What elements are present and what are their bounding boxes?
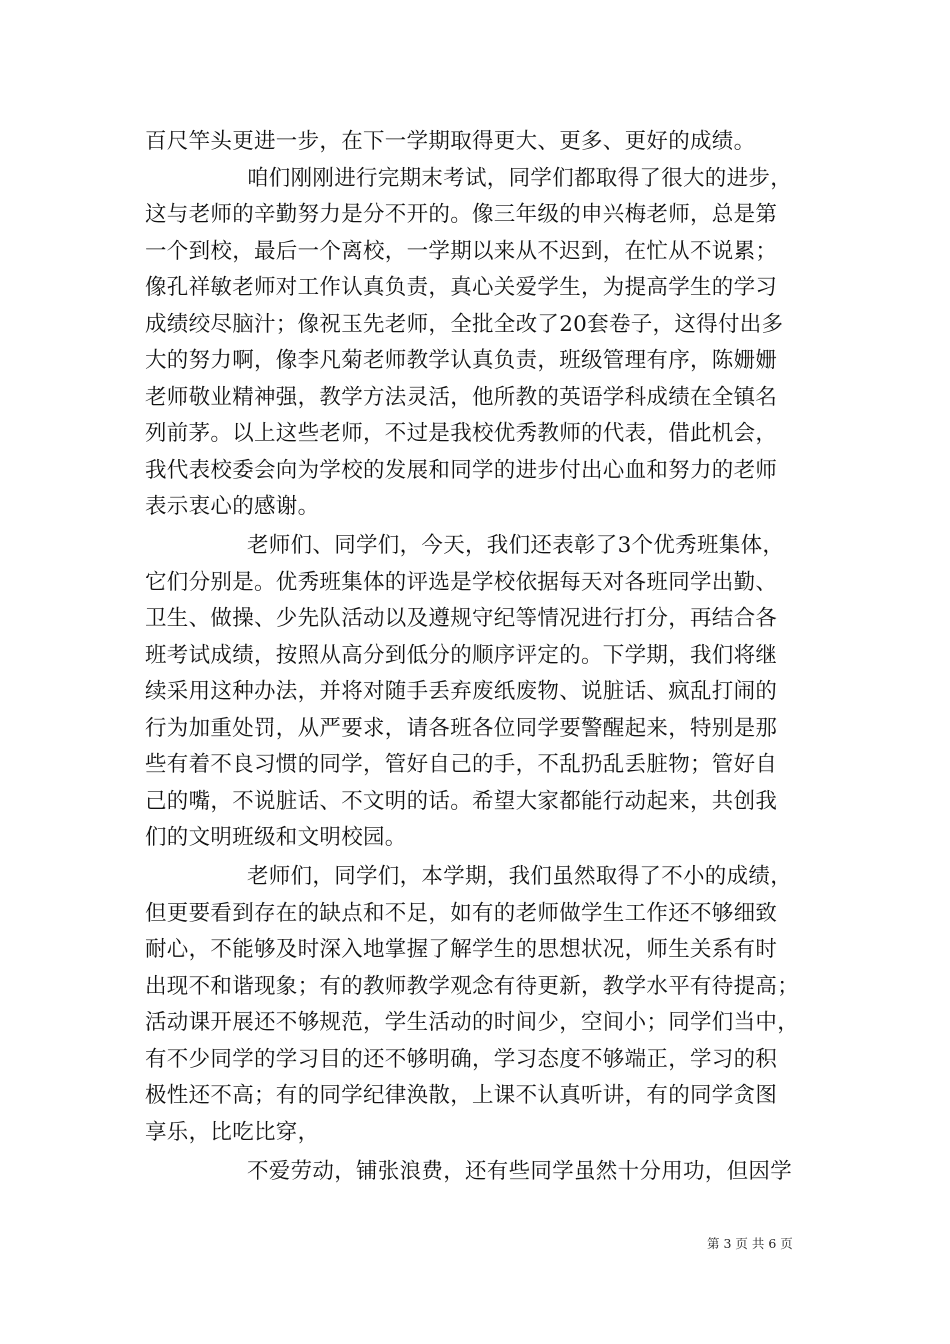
text-line: 出现不和谐现象；有的教师教学观念有待更新，教学水平有待提高；: [145, 974, 800, 999]
text-line: 些有着不良习惯的同学，管好自己的手，不乱扔乱丢脏物；管好自: [145, 752, 778, 777]
text-line: 大的努力啊，像李凡菊老师教学认真负责，班级管理有序，陈姗姗: [145, 348, 778, 373]
text-line: 极性还不高；有的同学纪律涣散，上课不认真听讲，有的同学贪图: [145, 1083, 778, 1108]
text-line: 卫生、做操、少先队活动以及遵规守纪等情况进行打分，再结合各: [145, 606, 778, 631]
text-line: 有不少同学的学习目的还不够明确，学习态度不够端正，学习的积: [145, 1047, 778, 1072]
text-line: 列前茅。以上这些老师，不过是我校优秀教师的代表，借此机会，: [145, 421, 778, 446]
text-line: 老师敬业精神强，教学方法灵活，他所教的英语学科成绩在全镇名: [145, 385, 778, 410]
text-line: 班考试成绩，按照从高分到低分的顺序评定的。下学期，我们将继: [145, 643, 778, 668]
text-line: 成绩绞尽脑汁；像祝玉先老师，全批全改了20套卷子，这得付出多: [145, 312, 784, 337]
text-line: 我代表校委会向为学校的发展和同学的进步付出心血和努力的老师: [145, 458, 778, 483]
text-line: 像孔祥敏老师对工作认真负责，真心关爱学生，为提高学生的学习: [145, 275, 778, 300]
text-line: 一个到校，最后一个离校，一学期以来从不迟到，在忙从不说累；: [145, 239, 778, 264]
text-line: 活动课开展还不够规范，学生活动的时间少，空间小；同学们当中，: [145, 1010, 800, 1035]
paragraph-first-line: 咱们刚刚进行完期末考试，同学们都取得了很大的进步，: [247, 166, 793, 191]
text-line: 续采用这种办法，并将对随手丢弃废纸废物、说脏话、疯乱打闹的: [145, 679, 778, 704]
text-line: 们的文明班级和文明校园。: [145, 825, 407, 850]
text-line: 表示衷心的感谢。: [145, 494, 320, 519]
paragraph-first-line: 老师们、同学们，今天，我们还表彰了3个优秀班集体，: [247, 533, 785, 558]
paragraph-first-line: 不爱劳动，铺张浪费，还有些同学虽然十分用功，但因学: [247, 1159, 793, 1184]
page-number-footer: 第 3 页 共 6 页: [707, 1236, 793, 1251]
text-line: 己的嘴，不说脏话、不文明的话。希望大家都能行动起来，共创我: [145, 789, 778, 814]
text-line: 享乐，比吃比穿，: [145, 1120, 320, 1145]
text-line: 百尺竿头更进一步，在下一学期取得更大、更多、更好的成绩。: [145, 129, 756, 154]
text-line: 耐心，不能够及时深入地掌握了解学生的思想状况，师生关系有时: [145, 937, 778, 962]
text-line: 但更要看到存在的缺点和不足，如有的老师做学生工作还不够细致: [145, 901, 778, 926]
paragraph-first-line: 老师们，同学们，本学期，我们虽然取得了不小的成绩，: [247, 864, 793, 889]
text-line: 行为加重处罚，从严要求，请各班各位同学要警醒起来，特别是那: [145, 716, 778, 741]
text-line: 这与老师的辛勤努力是分不开的。像三年级的申兴梅老师，总是第: [145, 202, 778, 227]
text-line: 它们分别是。优秀班集体的评选是学校依据每天对各班同学出勤、: [145, 570, 778, 595]
